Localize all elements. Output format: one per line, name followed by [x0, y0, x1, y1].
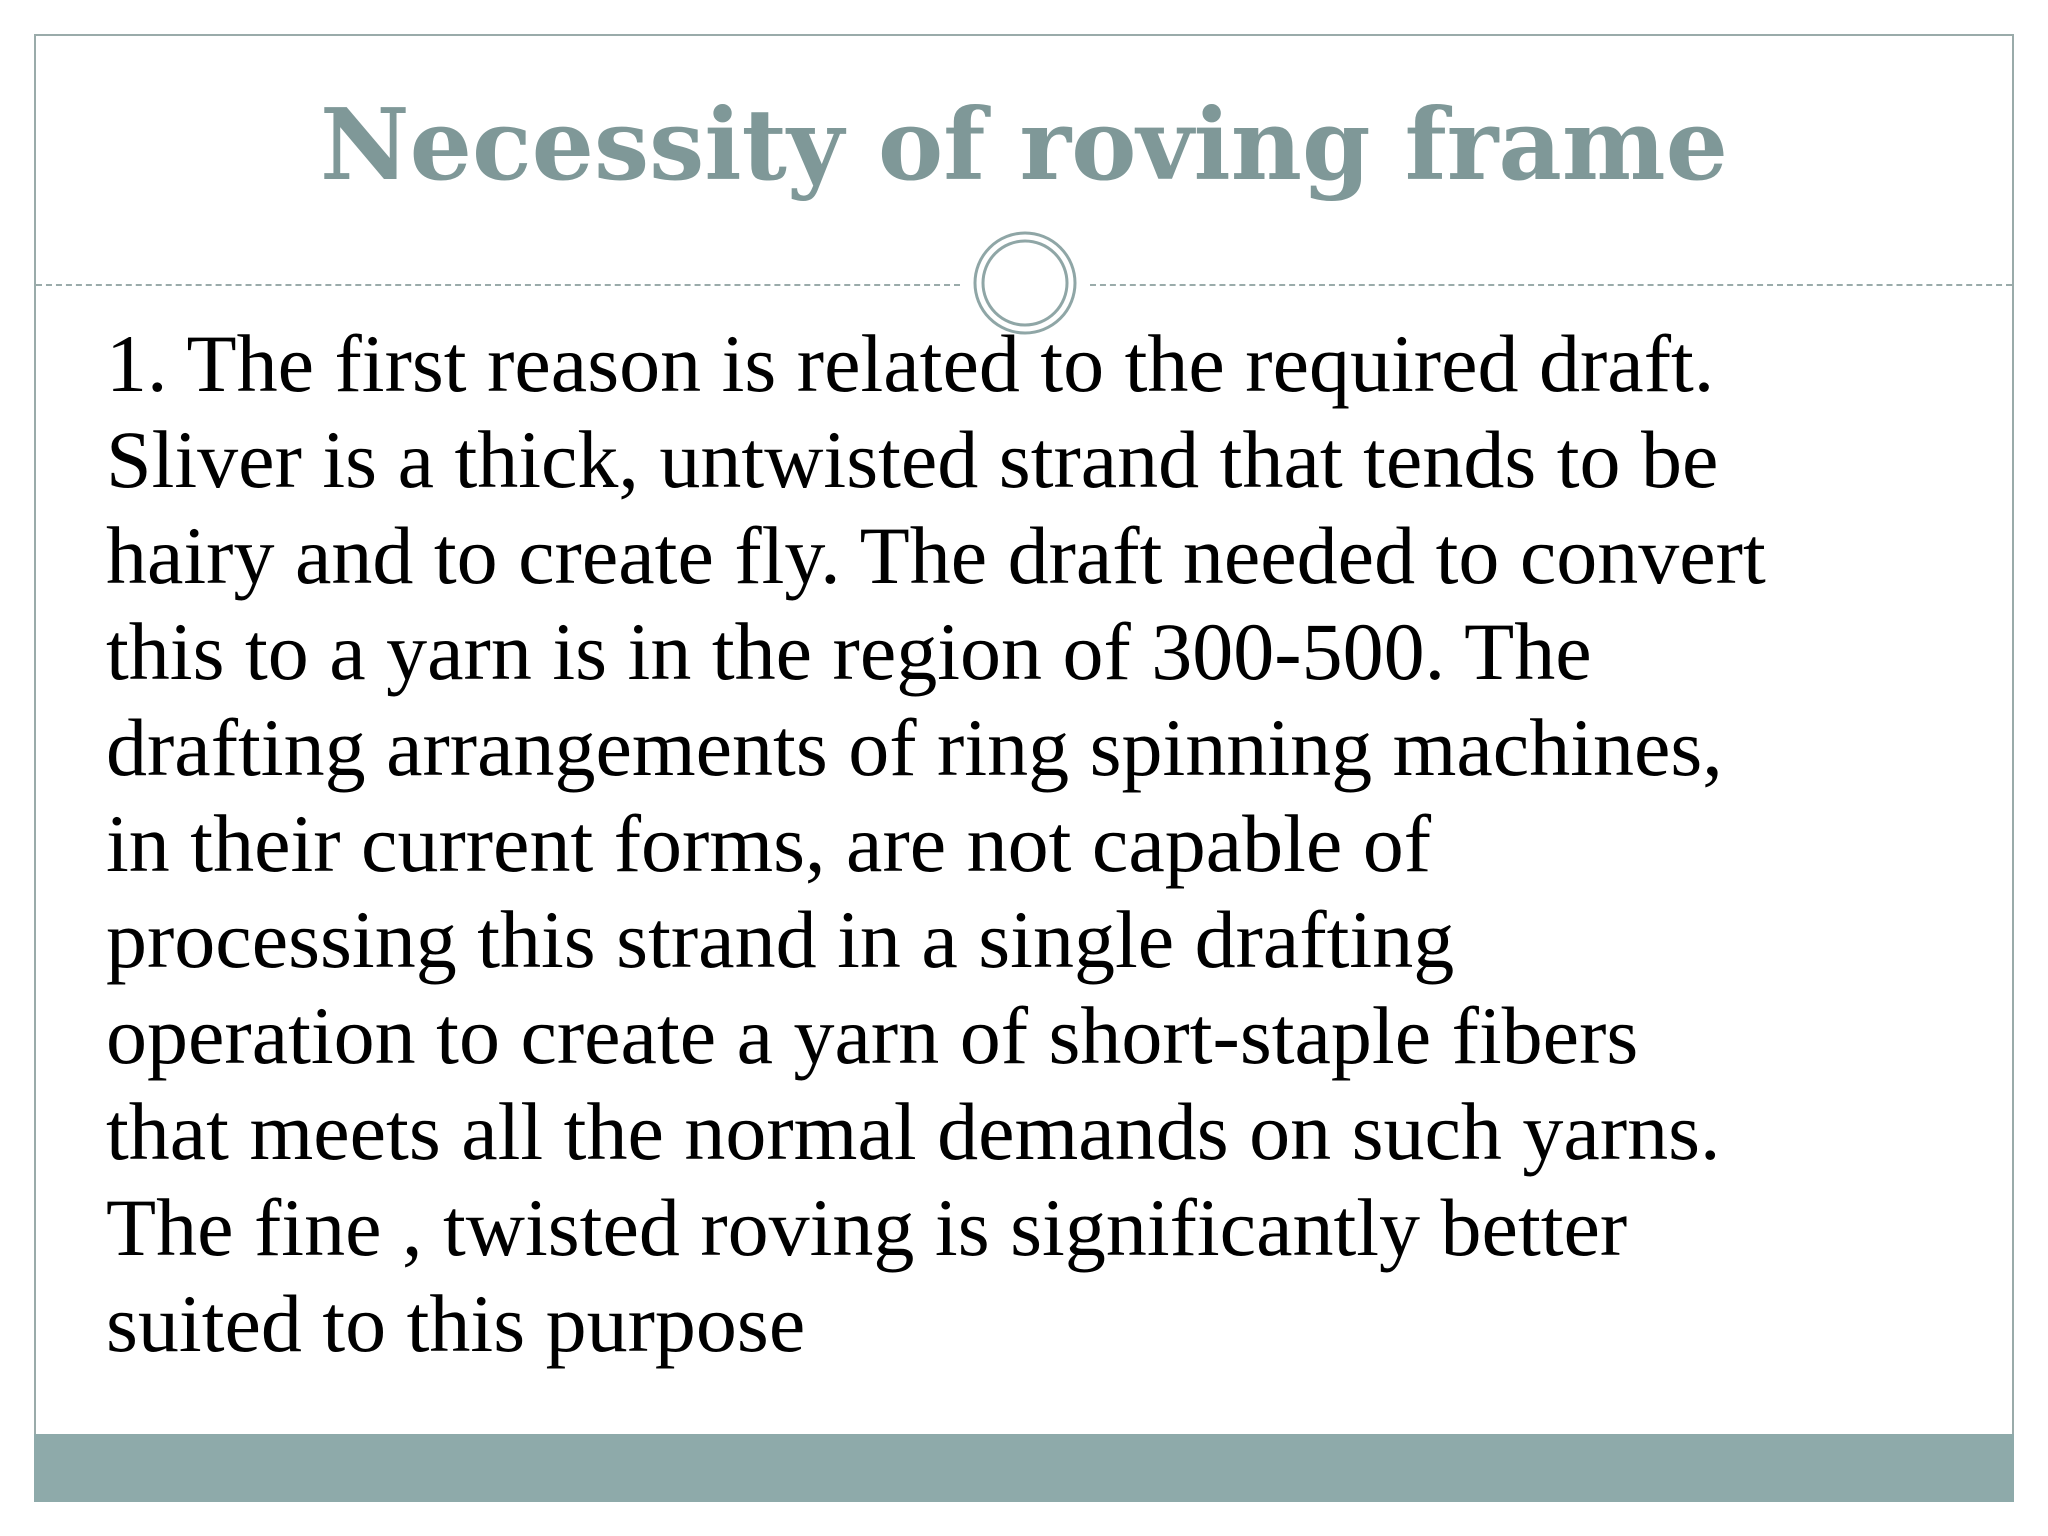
body-line: The fine , twisted roving is significantly better	[106, 1182, 1628, 1273]
title-divider-left	[36, 284, 960, 286]
body-line: operation to create a yarn of short-staple fibers	[106, 990, 1639, 1081]
body-line: this to a yarn is in the region of 300-500. The	[106, 606, 1592, 697]
body-line: in their current forms, are not capable of	[106, 798, 1432, 889]
body-line: hairy and to create fly. The draft needed to convert	[106, 510, 1766, 601]
footer-bar	[34, 1434, 2014, 1502]
body-line: drafting arrangements of ring spinning machines,	[106, 702, 1723, 793]
slide-body	[106, 316, 2006, 1372]
slide-title: Necessity of roving frame	[320, 88, 1728, 203]
body-line: processing this strand in a single drafting	[106, 894, 1455, 985]
body-line: suited to this purpose	[106, 1278, 806, 1369]
body-line: that meets all the normal demands on such yarns.	[106, 1086, 1721, 1177]
title-divider-right	[1090, 284, 2012, 286]
body-line: 1. The first reason is related to the required draft.	[106, 318, 1715, 409]
body-line: Sliver is a thick, untwisted strand that tends to be	[106, 414, 1719, 505]
